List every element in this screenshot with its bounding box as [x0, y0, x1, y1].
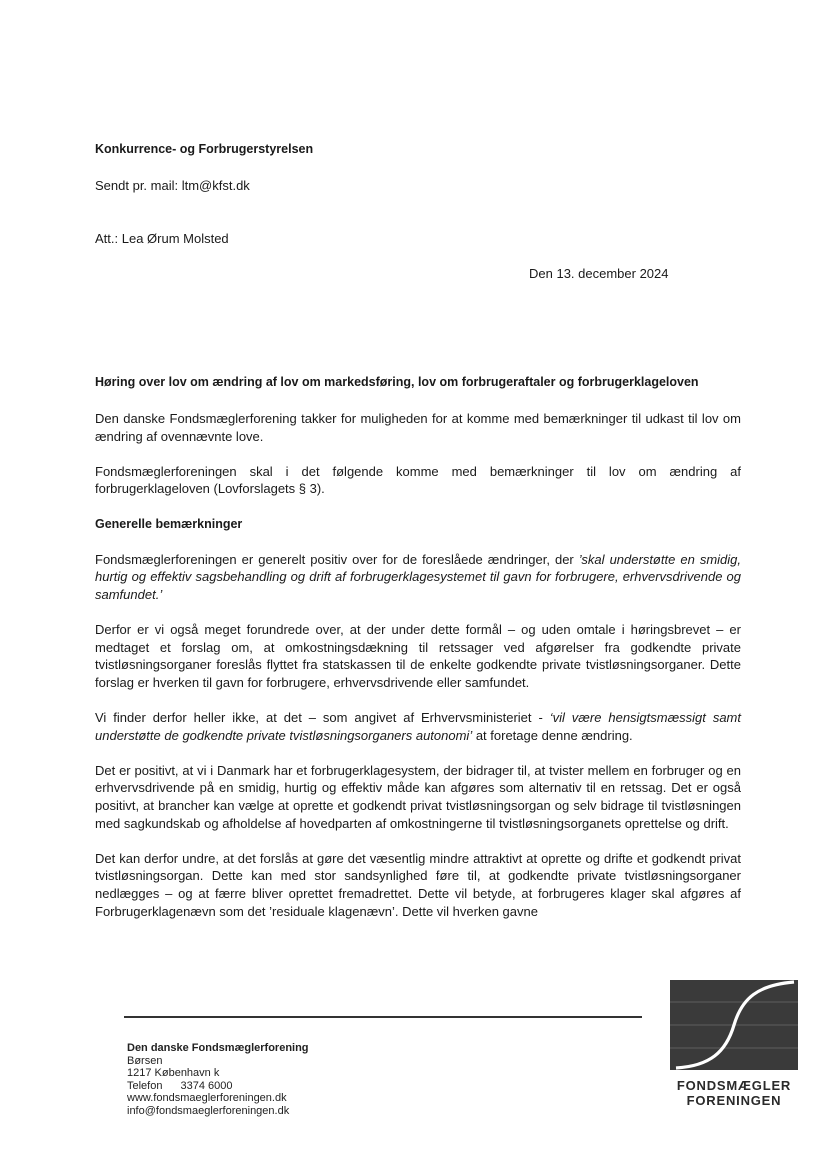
footer-divider	[124, 1016, 642, 1018]
footer-address-line: Børsen	[127, 1054, 163, 1067]
paragraph-consequences: Det kan derfor undre, at det forslås at gøre det væsentlig mindre attraktivt at oprette og drifte et godkendt privat tvistløsningsorgan. Dette kan med stor sandsynlighed føre til, at godkendte private tvistløsningsorganer nedlægges – og at færre bliver oprettet fremadrettet. Dette vil betyde, at forbrugeres klager skal afgøres af Forbrugerklagenævn som det ’residuale klagenævn’. Dette vil hverken gavne	[95, 850, 741, 919]
quote-ministry: ‘vil være hensigtsmæssigt samt understøtte de godkendte private tvistløsningsorganers autonomi’	[95, 710, 741, 743]
footer-email-link[interactable]: info@fondsmaeglerforeningen.dk	[127, 1104, 290, 1117]
letter-body	[95, 410, 741, 919]
footer-postal-line: 1217 København k	[127, 1067, 220, 1079]
paragraph-intro: Den danske Fondsmæglerforening takker for muligheden for at komme med bemærkninger til udkast til lov om ændring af ovennævnte love.	[95, 411, 741, 444]
quote-purpose: ’skal understøtte en smidig, hurtig og effektiv sagsbehandling og drift af forbrugerklagesystemet til gavn for forbrugere, erhvervsdrivende og samfundet.’	[95, 551, 741, 602]
sent-by-mail: Sendt pr. mail: ltm@kfst.dk	[95, 178, 250, 193]
footer-phone: Telefon 3374 6000	[127, 1079, 233, 1092]
attention-line: Att.: Lea Ørum Molsted	[95, 231, 229, 246]
footer-org-name: Den danske Fondsmæglerforening	[127, 1042, 309, 1054]
footer-website-link[interactable]: www.fondsmaeglerforeningen.dk	[127, 1092, 287, 1104]
paragraph-scope: Fondsmæglerforeningen skal i det følgende komme med bemærkninger til lov om ændring af forbrugerklageloven (Lovforslagets § 3).	[95, 463, 741, 497]
paragraph-surprise: Derfor er vi også meget forundrede over, at der under dette formål – og uden omtale i høringsbrevet – er medtaget et forslag om, at omkostningsdækning til retssager ved afgørelser fra godkendte private tvistløsningsorganer foreslås flyttet fra statskassen til de enkelte godkendte private tvistløsningsorganer. Dette forslag er hverken til gavn for forbrugere, erhvervsdrivende eller samfundet.	[95, 622, 741, 690]
logo-mark-icon	[670, 980, 798, 1070]
logo-wordmark: FONDSMÆGLER FORENINGEN	[676, 1078, 792, 1108]
letter-subject: Høring over lov om ændring af lov om markedsføring, lov om forbrugeraftaler og forbrugerklageloven	[95, 375, 699, 389]
fondsmaegler-logo	[670, 980, 798, 1108]
paragraph-positive: Fondsmæglerforeningen er generelt positiv over for de foreslåede ændringer, der ’skal understøtte en smidig, hurtig og effektiv sagsbehandling og drift af forbrugerklagesystemet til gavn for forbrugere, erhvervsdrivende og samfundet.’	[95, 551, 741, 602]
paragraph-ministry: Vi finder derfor heller ikke, at det – som angivet af Erhvervsministeriet - ‘vil være hensigtsmæssigt samt understøtte de godkendte private tvistløsningsorganers autonomi’ at foretage denne ændring.	[95, 710, 741, 743]
recipient: Konkurrence- og Forbrugerstyrelsen	[95, 142, 314, 156]
paragraph-complaint-system: Det er positivt, at vi i Danmark har et forbrugerklagesystem, der bidrager til, at tvister mellem en forbruger og en erhvervsdrivende på en smidig, hurtig og effektiv måde kan afgøres som alternativ til en retssag. Det er også positivt, at brancher kan vælge at oprette et godkendt privat tvistløsningsorgan og selv bidrage til tvistløsningen med sagkundskab og afholdelse af hovedparten af omkostningerne til tvistløsningsorganets oprettelse og drift.	[95, 762, 741, 831]
letter-date: Den 13. december 2024	[529, 266, 669, 281]
heading-general-remarks: Generelle bemærkninger	[95, 516, 243, 531]
footer-address	[127, 1042, 309, 1117]
